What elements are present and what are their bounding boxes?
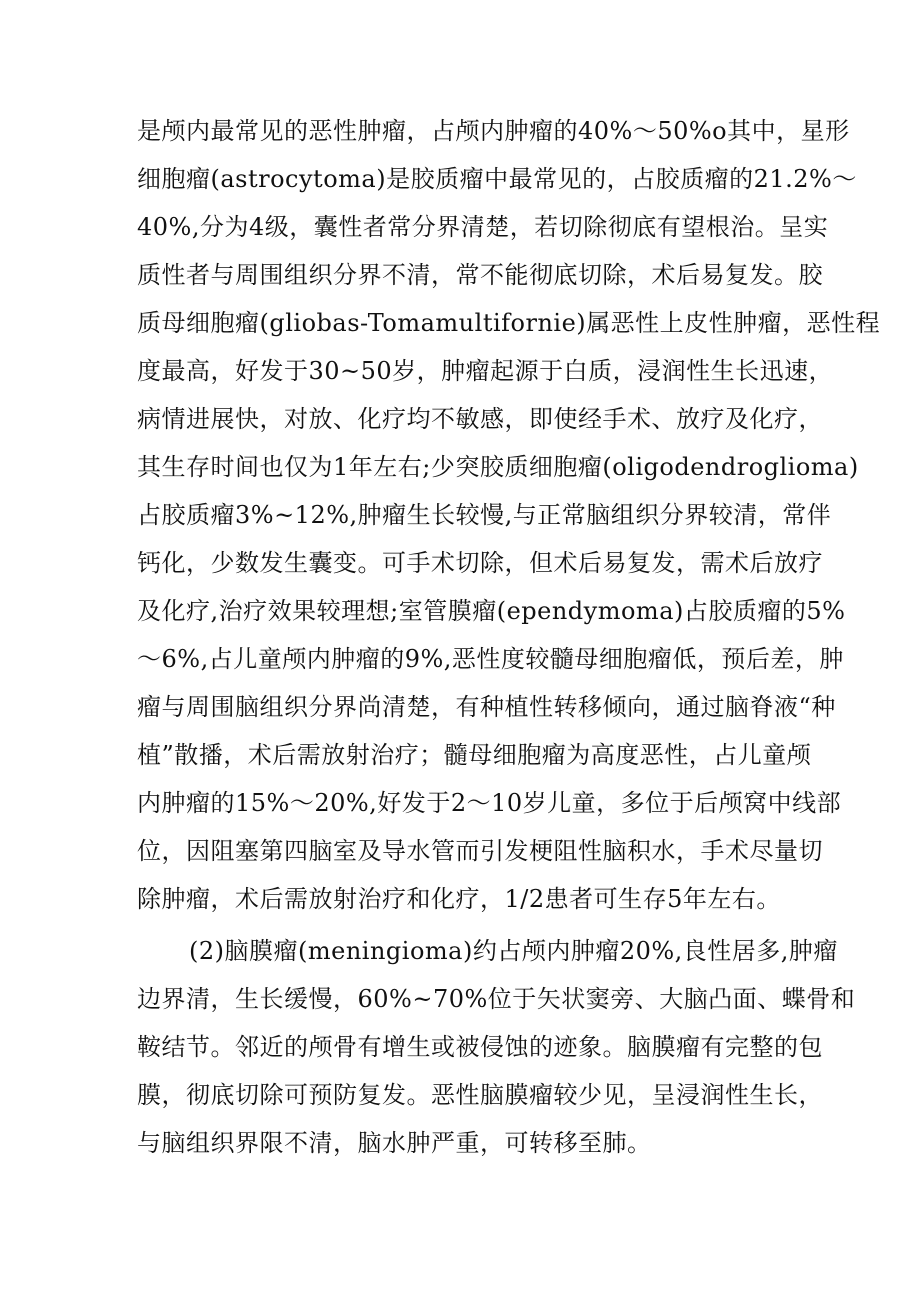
text-line: 病情进展快，对放、化疗均不敏感，即使经手术、放疗及化疗， (137, 405, 823, 433)
text-line: 鞍结节。邻近的颅骨有增生或被侵蚀的迹象。脑膜瘤有完整的包 (137, 1033, 823, 1061)
text-line: 与脑组织界限不清，脑水肿严重，可转移至肺。 (137, 1129, 652, 1157)
text-line: 度最高，好发于30~50岁，肿瘤起源于白质，浸润性生长迅速， (137, 357, 834, 385)
text-line: 植”散播，术后需放射治疗；髓母细胞瘤为高度恶性，占儿童颅 (137, 741, 812, 769)
text-line: 细胞瘤(astrocytoma)是胶质瘤中最常见的，占胶质瘤的21.2%～ (137, 165, 857, 193)
text-line: 膜，彻底切除可预防复发。恶性脑膜瘤较少见，呈浸润性生长， (137, 1081, 823, 1109)
text-line: 是颅内最常见的恶性肿瘤，占颅内肿瘤的40%～50%o其中，星形 (137, 117, 850, 145)
text-line: 质性者与周围组织分界不清，常不能彻底切除，术后易复发。胶 (137, 261, 823, 289)
text-line: 内肿瘤的15%～20%,好发于2～10岁儿童，多位于后颅窝中线部 (137, 789, 842, 817)
text-line: 除肿瘤，术后需放射治疗和化疗，1/2患者可生存5年左右。 (137, 885, 781, 913)
text-line: 质母细胞瘤(gliobas-Tomamultifornie)属恶性上皮性肿瘤，恶性程 (137, 309, 881, 337)
text-line: 边界清，生长缓慢，60%~70%位于矢状窦旁、大脑凸面、蝶骨和 (137, 985, 856, 1013)
text-line: 及化疗,治疗效果较理想;室管膜瘤(ependymoma)占胶质瘤的5% (137, 597, 846, 625)
text-line: 占胶质瘤3%~12%,肿瘤生长较慢,与正常脑组织分界较清，常伴 (137, 501, 832, 529)
text-line: 其生存时间也仅为1年左右;少突胶质细胞瘤(oligodendroglioma) (137, 453, 859, 481)
text-line: 位，因阻塞第四脑室及导水管而引发梗阻性脑积水，手术尽量切 (137, 837, 823, 865)
text-line: ～6%,占儿童颅内肿瘤的9%,恶性度较髓母细胞瘤低，预后差，肿 (137, 645, 844, 673)
text-line: 钙化，少数发生囊变。可手术切除，但术后易复发，需术后放疗 (137, 549, 823, 577)
text-line: (2)脑膜瘤(meningioma)约占颅内肿瘤20%,良性居多,肿瘤 (189, 937, 838, 965)
text-line: 瘤与周围脑组织分界尚清楚，有种植性转移倾向，通过脑脊液“种 (137, 693, 836, 721)
text-line: 40%,分为4级，囊性者常分界清楚，若切除彻底有望根治。呈实 (137, 213, 829, 241)
